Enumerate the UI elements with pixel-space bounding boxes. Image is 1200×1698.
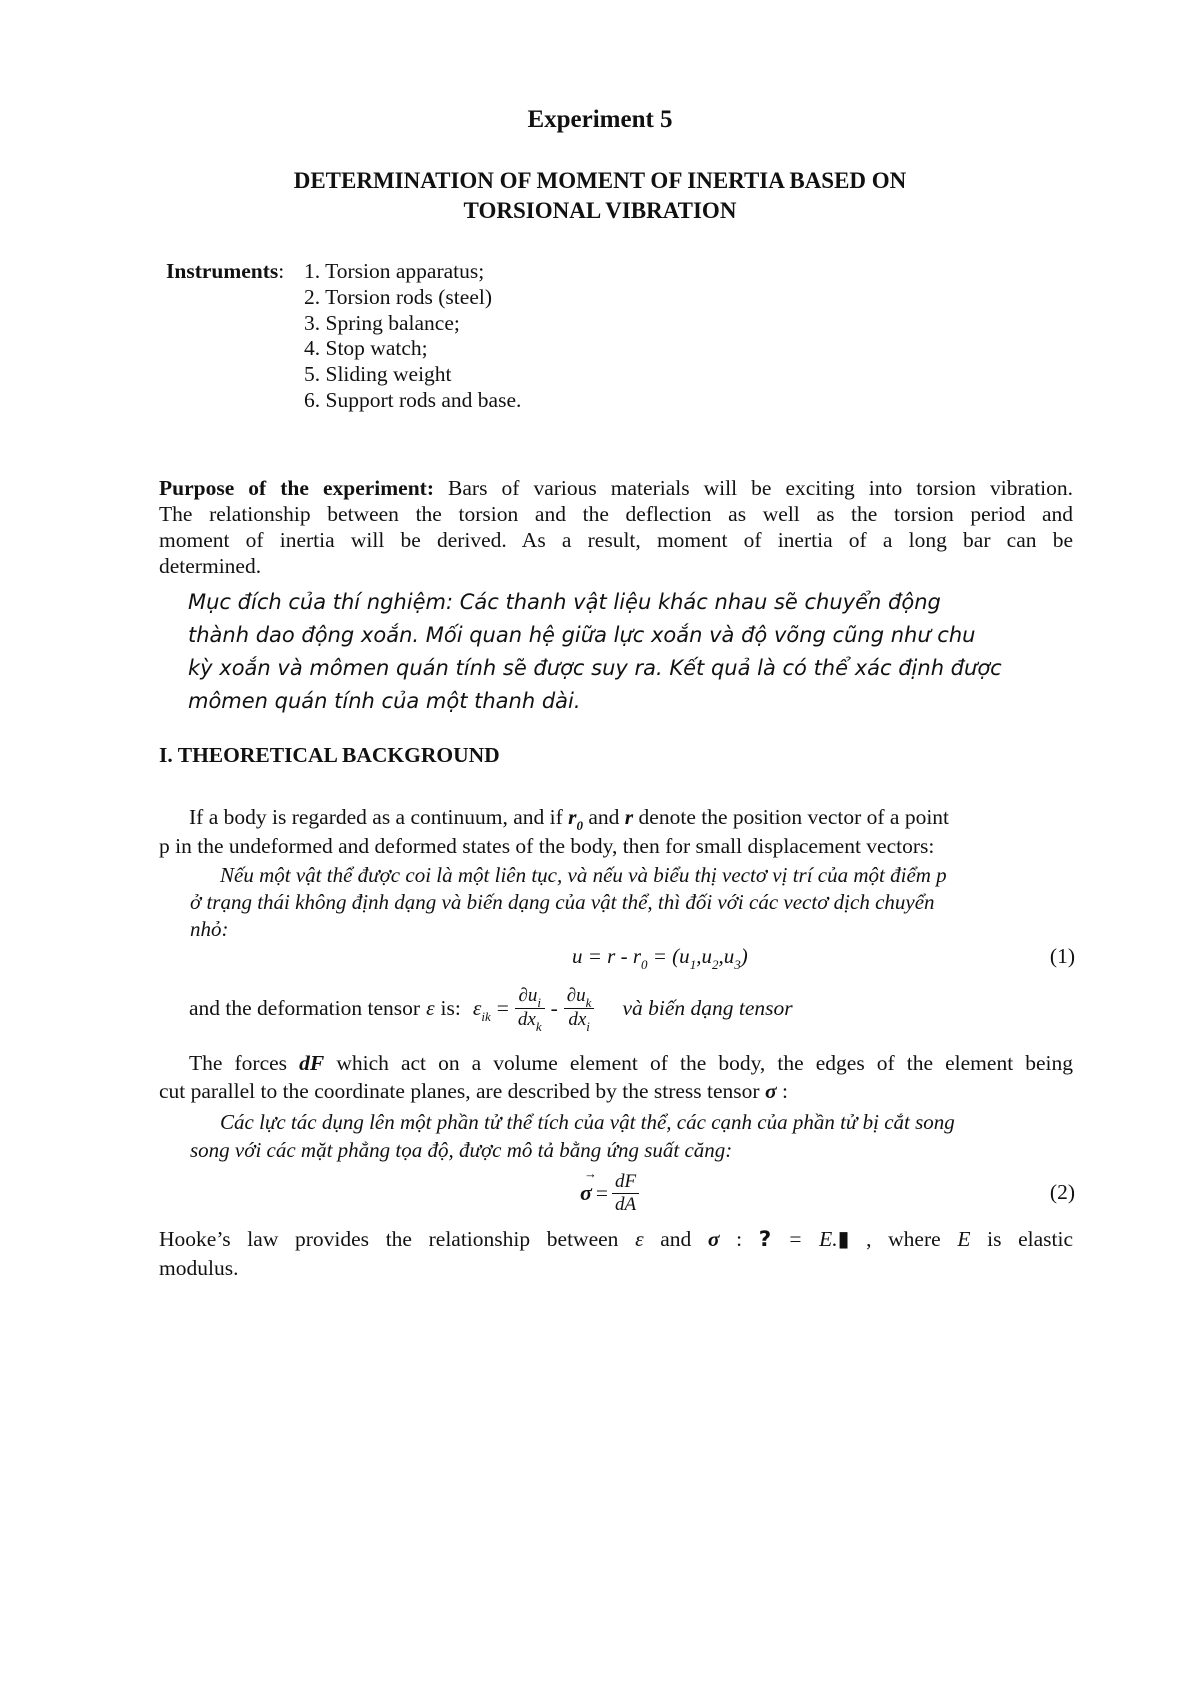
- instruments-label: Instruments:: [166, 259, 285, 283]
- forces-vietnamese: Các lực tác dụng lên một phần tử thể tích của vật thể, các cạnh của phần tử bị cắt song song với các mặt phẳng tọa độ, được mô tả bằng ứng suất căng:: [190, 1110, 955, 1162]
- instrument-item: 4. Stop watch;: [304, 336, 428, 361]
- instrument-item: 3. Spring balance;: [304, 310, 460, 335]
- position-vector-r: r: [624, 805, 634, 829]
- purpose-label: Purpose of the experiment:: [159, 476, 434, 500]
- instruments-list: [304, 259, 521, 414]
- continuum-paragraph: If a body is regarded as a continuum, and if $r_0$ and r denote the position vector of a point p in the undeformed and deformed states of the body, then for small displacement vectors:: [159, 805, 950, 858]
- instrument-item: 2. Torsion rods (steel): [304, 284, 492, 309]
- instrument-item: 1. Torsion apparatus;: [304, 259, 485, 283]
- partial-fraction-2: $\frac{\partial u_k}{dx_i}$: [564, 985, 595, 1032]
- equation-1-number: (1): [1049, 944, 1075, 968]
- instrument-item: 5. Sliding weight: [304, 362, 452, 387]
- experiment-title: Experiment 5: [527, 106, 673, 133]
- section-heading: I. THEORETICAL BACKGROUND: [159, 743, 500, 767]
- equation-2-number: (2): [1049, 1180, 1075, 1204]
- continuum-vietnamese: Nếu một vật thể được coi là một liên tục, và nếu và biểu thị vectơ vị trí của một điểm p ở trạng thái không định dạng và biến dạng của vật thể, thì đối với các vectơ dịch chuyển nhỏ:: [190, 863, 947, 941]
- force-symbol: dF: [299, 1051, 325, 1075]
- stress-fraction: $\frac{dF}{dA}$: [612, 1171, 639, 1216]
- equation-2: → σ = $\frac{dF}{dA}$: [580, 1165, 639, 1221]
- document-title-line1: DETERMINATION OF MOMENT OF INERTIA BASED ON: [293, 168, 907, 193]
- forces-paragraph: The forces dF which act on a volume element of the body, the edges of the element being cut parallel to the coordinate planes, are described by the stress tensor σ :: [159, 1051, 1074, 1103]
- missing-glyph-box-icon: ▮: [837, 1227, 850, 1252]
- partial-fraction-1: $\frac{\partial u_i}{dx_k}$: [515, 985, 545, 1032]
- missing-glyph-icon: ?: [758, 1227, 772, 1252]
- position-vector-r0: $r_0$: [568, 805, 583, 833]
- purpose-paragraph: Purpose of the experiment: Bars of various materials will be exciting into torsion vibration. The relationship between the torsion and the deflection as well as the torsion period and moment of inertia will be derived. As a result, moment of inertia of a long bar can be determined.: [159, 476, 1074, 578]
- hookes-law-paragraph: Hooke’s law provides the relationship between ε and σ : ? = E.▮ , where E is elastic modulus.: [159, 1227, 1074, 1280]
- deformation-tensor-line: and the deformation tensor ε is: $\varepsilon_{ik}$ = $\frac{\partial u_i}{dx_k}$ - $\frac{\partial u_k}{dx_i}$ và biến dạng tensor: [189, 984, 793, 1034]
- instrument-item: 6. Support rods and base.: [304, 387, 522, 412]
- equation-1: $u = r - r_0 = (u_1,u_2,u_3)$: [572, 944, 748, 972]
- document-title-line2: TORSIONAL VIBRATION: [463, 198, 737, 223]
- strain-symbol: $\varepsilon_{ik}$: [472, 995, 491, 1024]
- purpose-vietnamese: Mục đích của thí nghiệm: Các thanh vật liệu khác nhau sẽ chuyển động thành dao động xoắn. Mối quan hệ giữa lực xoắn và độ võng cũng như chu kỳ xoắn và mômen quán tính sẽ được suy ra. Kết quả là có thể xác định được mômen quán tính của một thanh dài.: [188, 590, 1002, 713]
